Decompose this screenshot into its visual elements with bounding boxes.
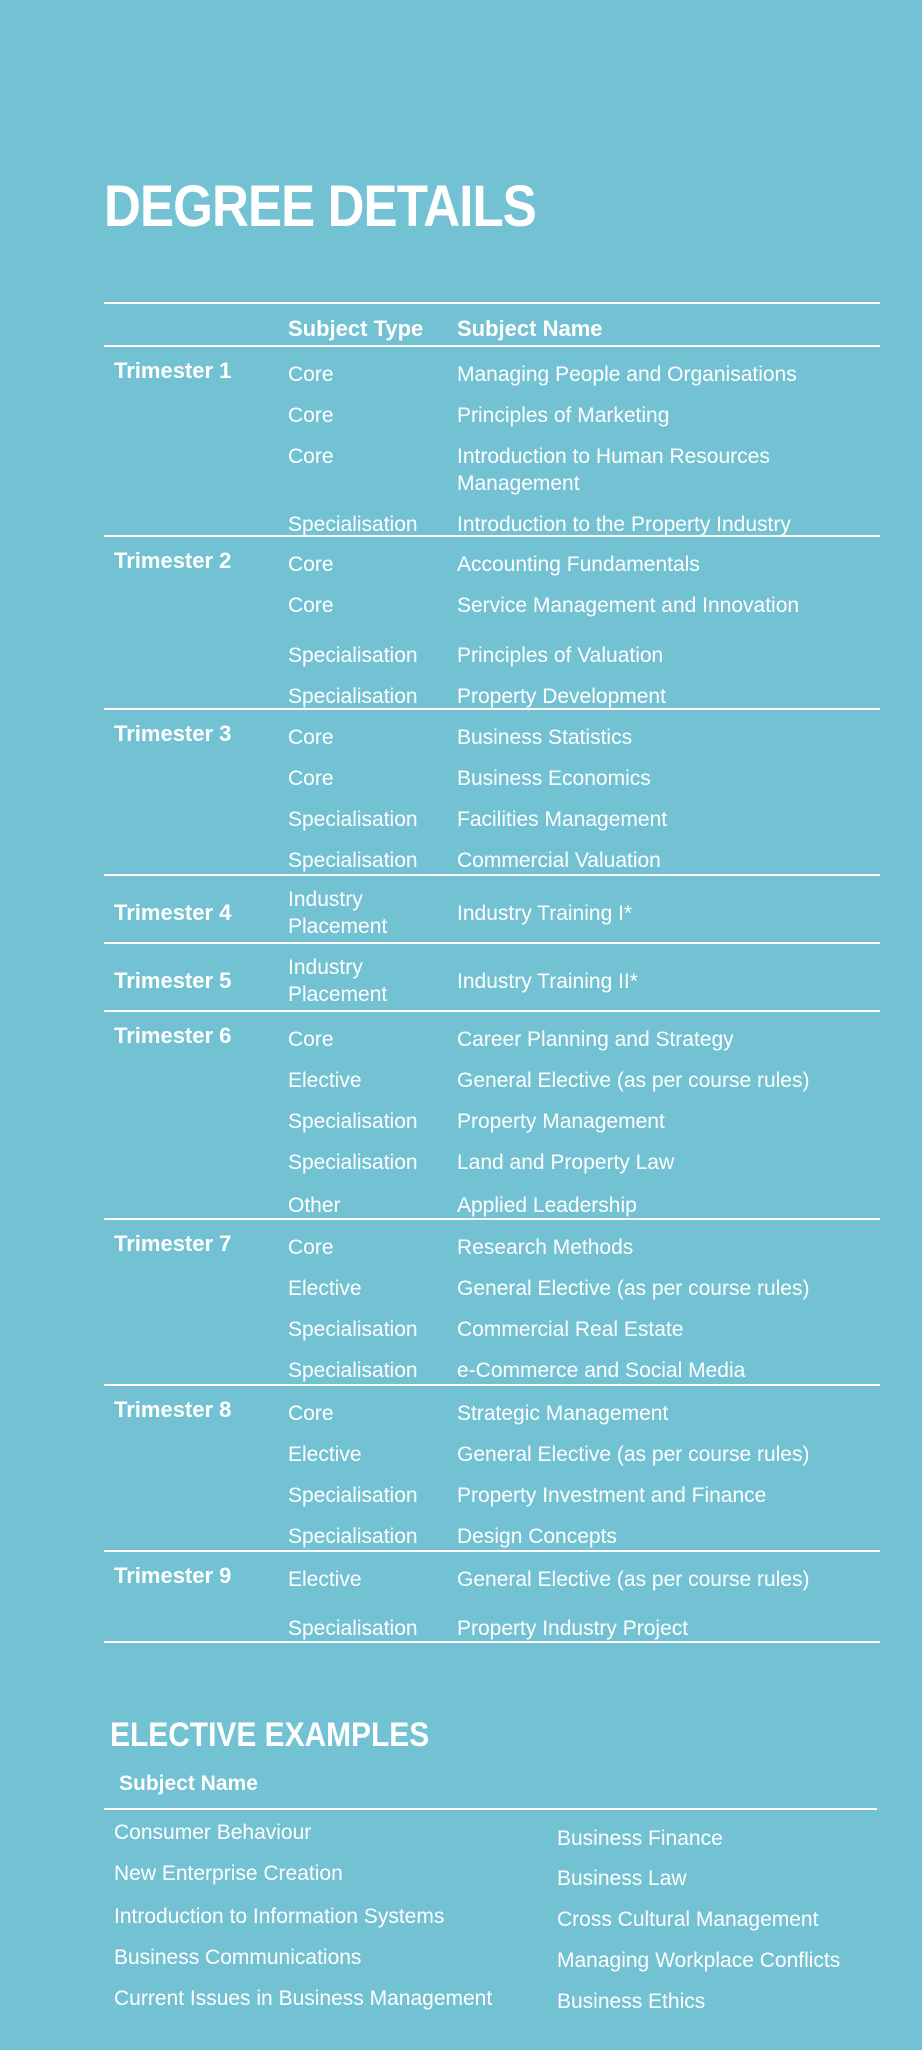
subject-name: General Elective (as per course rules)	[457, 1277, 810, 1300]
page-title: DEGREE DETAILS	[104, 174, 536, 239]
trimester-group	[104, 1386, 880, 1552]
subject-name: Principles of Valuation	[457, 644, 664, 667]
trimester-label: Trimester 5	[114, 968, 232, 993]
subject-name: Research Methods	[457, 1236, 634, 1259]
trimester-label: Trimester 7	[114, 1231, 232, 1256]
subject-type: Specialisation	[288, 513, 418, 536]
trimester-label: Trimester 9	[114, 1563, 232, 1588]
subject-name: General Elective (as per course rules)	[457, 1443, 810, 1466]
trimester-label: Trimester 6	[114, 1023, 232, 1048]
elective-item: New Enterprise Creation	[114, 1862, 343, 1885]
elective-examples-title: ELECTIVE EXAMPLES	[110, 1716, 430, 1754]
subject-name-header: Subject Name	[457, 316, 603, 341]
subject-type: Core	[288, 1028, 334, 1051]
subject-name: Facilities Management	[457, 808, 668, 831]
subject-type: Specialisation	[288, 1110, 418, 1133]
subject-type: Elective	[288, 1443, 362, 1466]
elective-header-rule	[104, 1808, 877, 1810]
subject-name: General Elective (as per course rules)	[457, 1069, 810, 1092]
subject-type: Core	[288, 404, 334, 427]
subject-type: Elective	[288, 1069, 362, 1092]
subject-type: Specialisation	[288, 1525, 418, 1548]
subject-name: Applied Leadership	[457, 1194, 637, 1217]
subject-type: Elective	[288, 1568, 362, 1591]
elective-item: Business Finance	[557, 1827, 723, 1850]
subject-type: Core	[288, 726, 334, 749]
trimester-label: Trimester 1	[114, 358, 232, 383]
subject-name: Career Planning and Strategy	[457, 1028, 734, 1051]
subject-type: Specialisation	[288, 644, 418, 667]
subject-name: Principles of Marketing	[457, 404, 670, 427]
subject-name: Land and Property Law	[457, 1151, 675, 1174]
subject-type: Industry Placement	[288, 888, 388, 938]
table-header	[104, 304, 880, 345]
subject-type: Specialisation	[288, 1484, 418, 1507]
subject-type: Core	[288, 363, 334, 386]
elective-item: Introduction to Information Systems	[114, 1905, 445, 1928]
subject-type: Specialisation	[288, 685, 418, 708]
trimester-group	[104, 1012, 880, 1220]
elective-item: Business Law	[557, 1867, 687, 1890]
subject-type: Specialisation	[288, 849, 418, 872]
elective-item: Managing Workplace Conflicts	[557, 1949, 841, 1972]
subject-type: Specialisation	[288, 808, 418, 831]
elective-item: Business Ethics	[557, 1990, 706, 2013]
subject-type: Core	[288, 445, 334, 468]
subject-type: Specialisation	[288, 1359, 418, 1382]
subject-name: Property Investment and Finance	[457, 1484, 767, 1507]
subject-name: Commercial Real Estate	[457, 1318, 684, 1341]
subject-type: Specialisation	[288, 1151, 418, 1174]
subject-type: Elective	[288, 1277, 362, 1300]
subject-type: Other	[288, 1194, 341, 1217]
subject-name: Property Development	[457, 685, 666, 708]
subject-name: Industry Training I*	[457, 902, 633, 925]
subject-name: Business Economics	[457, 767, 651, 790]
trimester-label: Trimester 4	[114, 900, 232, 925]
subject-name: Property Industry Project	[457, 1617, 689, 1640]
subject-name: Managing People and Organisations	[457, 363, 797, 386]
elective-item: Business Communications	[114, 1946, 362, 1969]
subject-type: Core	[288, 594, 334, 617]
elective-subject-name-header: Subject Name	[119, 1772, 258, 1795]
subject-name: General Elective (as per course rules)	[457, 1568, 810, 1591]
subject-name: Introduction to the Property Industry	[457, 513, 791, 536]
degree-table	[104, 302, 880, 1643]
subject-name: Design Concepts	[457, 1525, 617, 1548]
subject-name: Business Statistics	[457, 726, 633, 749]
subject-type: Core	[288, 1402, 334, 1425]
subject-type-header: Subject Type	[288, 316, 424, 341]
elective-item: Current Issues in Business Management	[114, 1987, 493, 2010]
trimester-group	[104, 347, 880, 537]
trimester-group	[104, 1220, 880, 1386]
subject-type: Specialisation	[288, 1617, 418, 1640]
subject-name: Industry Training II*	[457, 970, 638, 993]
trimester-group	[104, 710, 880, 876]
elective-item: Consumer Behaviour	[114, 1821, 312, 1844]
subject-type: Industry Placement	[288, 956, 388, 1006]
subject-type: Core	[288, 767, 334, 790]
trimester-label: Trimester 8	[114, 1397, 232, 1422]
trimester-label: Trimester 3	[114, 721, 232, 746]
subject-name: Property Management	[457, 1110, 665, 1133]
subject-name: Introduction to Human Resources Management	[457, 445, 770, 495]
subject-name: Strategic Management	[457, 1402, 669, 1425]
subject-name: Service Management and Innovation	[457, 594, 800, 617]
subject-name: e-Commerce and Social Media	[457, 1359, 746, 1382]
subject-type: Core	[288, 1236, 334, 1259]
subject-name: Accounting Fundamentals	[457, 553, 700, 576]
trimester-group	[104, 537, 880, 710]
trimester-group	[104, 944, 880, 1012]
trimester-group	[104, 876, 880, 944]
subject-type: Specialisation	[288, 1318, 418, 1341]
elective-item: Cross Cultural Management	[557, 1908, 819, 1931]
trimester-group	[104, 1552, 880, 1643]
trimester-label: Trimester 2	[114, 548, 232, 573]
subject-type: Core	[288, 553, 334, 576]
subject-name: Commercial Valuation	[457, 849, 661, 872]
